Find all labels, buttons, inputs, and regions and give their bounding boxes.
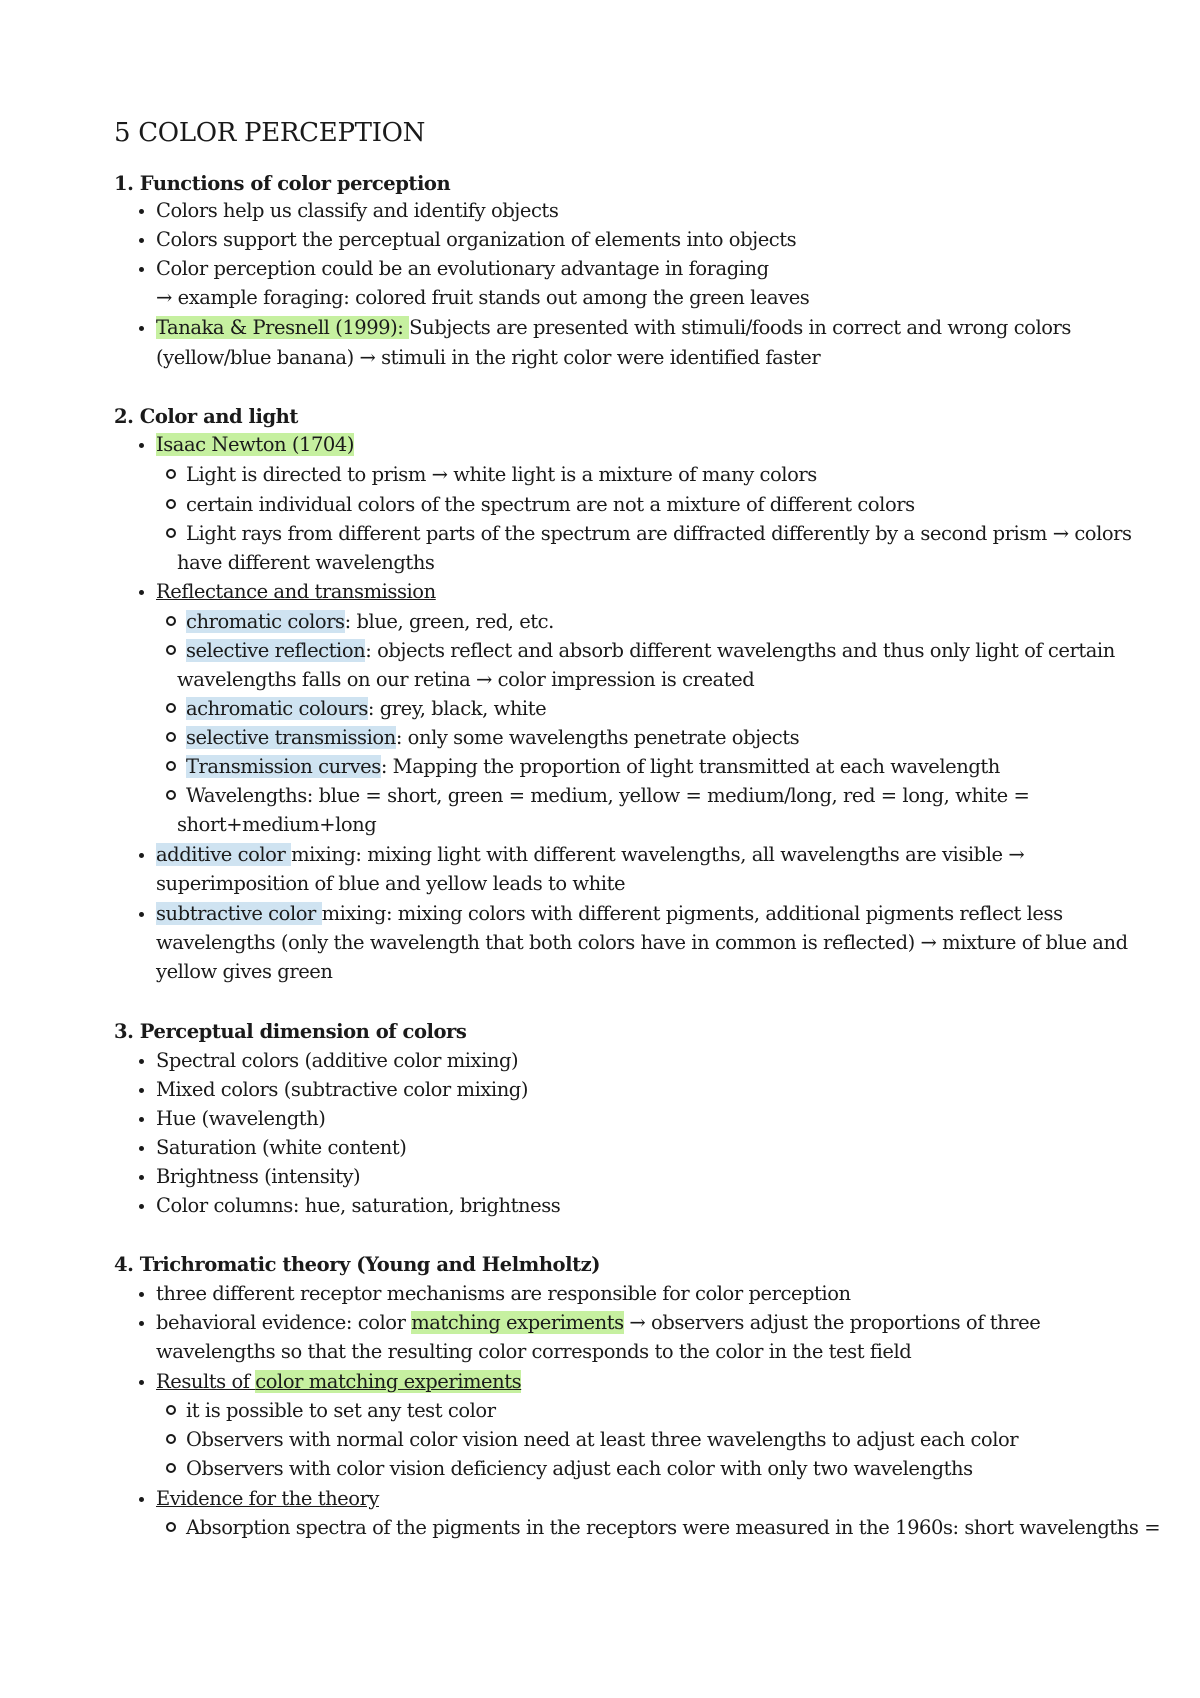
circle-bullet-icon	[166, 616, 176, 626]
list-item-text: mixing: mixing light with different wavelengths, all wavelengths are visible →	[291, 843, 1025, 866]
highlight-term: selective transmission	[186, 726, 396, 749]
bullet-icon	[139, 1292, 144, 1297]
sub-list-item: Observers with color vision deficiency adjust each color with only two wavelengths	[186, 1457, 973, 1480]
list-item-continuation: → example foraging: colored fruit stands out among the green leaves	[156, 286, 810, 309]
bullet-icon	[139, 1117, 144, 1122]
sub-list-item-continuation: have different wavelengths	[177, 551, 435, 574]
bullet-icon	[139, 1146, 144, 1151]
bullet-icon	[139, 238, 144, 243]
highlight-citation: Isaac Newton (1704)	[156, 433, 354, 456]
list-item	[156, 840, 1024, 869]
bullet-icon	[139, 590, 144, 595]
list-item: Spectral colors (additive color mixing)	[156, 1049, 519, 1072]
section-heading-4: 4. Trichromatic theory (Young and Helmholtz)	[114, 1253, 601, 1276]
sub-list-item	[186, 694, 546, 723]
list-item	[156, 313, 1071, 342]
bullet-icon	[139, 1204, 144, 1209]
highlight-citation: Tanaka & Presnell (1999):	[156, 316, 410, 339]
highlight-term: matching experiments	[411, 1311, 624, 1334]
circle-bullet-icon	[166, 469, 176, 479]
bullet-icon	[139, 853, 144, 858]
sub-list-item	[186, 607, 554, 636]
sub-list-item: Light rays from different parts of the spectrum are diffracted differently by a second prism → colors	[186, 522, 1132, 545]
list-item-subheading: Reflectance and transmission	[156, 580, 436, 603]
sub-list-item	[186, 723, 799, 752]
list-item-text: behavioral evidence: color	[156, 1311, 412, 1334]
circle-bullet-icon	[166, 528, 176, 538]
bullet-icon	[139, 912, 144, 917]
list-item-subheading: Evidence for the theory	[156, 1487, 380, 1510]
list-item: Color columns: hue, saturation, brightness	[156, 1194, 561, 1217]
list-item	[156, 1308, 1040, 1337]
sub-list-item: Observers with normal color vision need at least three wavelengths to adjust each color	[186, 1428, 1019, 1451]
list-item: Colors support the perceptual organization of elements into objects	[156, 228, 797, 251]
bullet-icon	[139, 326, 144, 331]
sub-list-item	[186, 752, 1000, 781]
highlight-term: subtractive color	[156, 902, 322, 925]
sub-list-item-continuation: short+medium+long	[177, 813, 377, 836]
bullet-icon	[139, 1380, 144, 1385]
list-item-continuation: wavelengths (only the wavelength that both colors have in common is reflected) → mixture of blue and	[156, 931, 1128, 954]
sub-list-item: Light is directed to prism → white light is a mixture of many colors	[186, 463, 817, 486]
bullet-icon	[139, 1059, 144, 1064]
circle-bullet-icon	[166, 732, 176, 742]
sub-list-item-continuation: wavelengths falls on our retina → color impression is created	[177, 668, 755, 691]
list-item-text: mixing: mixing colors with different pigments, additional pigments reflect less	[321, 902, 1063, 925]
list-item	[156, 430, 354, 459]
sub-list-item: Wavelengths: blue = short, green = medium, yellow = medium/long, red = long, white =	[186, 784, 1030, 807]
list-item: Mixed colors (subtractive color mixing)	[156, 1078, 528, 1101]
highlight-term: achromatic colours	[186, 697, 368, 720]
sub-list-item: Absorption spectra of the pigments in the receptors were measured in the 1960s: short wavelengths =	[186, 1516, 1161, 1539]
list-item-subheading	[156, 1367, 521, 1396]
highlight-term: additive color	[156, 843, 292, 866]
list-item-text: → observers adjust the proportions of three	[623, 1311, 1041, 1334]
sub-list-item: certain individual colors of the spectrum are not a mixture of different colors	[186, 493, 915, 516]
list-item-continuation: (yellow/blue banana) → stimuli in the right color were identified faster	[156, 346, 821, 369]
list-item: Brightness (intensity)	[156, 1165, 361, 1188]
page-title: 5 COLOR PERCEPTION	[114, 118, 426, 148]
highlight-term: selective reflection	[186, 639, 366, 662]
list-item-continuation: wavelengths so that the resulting color corresponds to the color in the test field	[156, 1340, 912, 1363]
section-heading-3: 3. Perceptual dimension of colors	[114, 1020, 467, 1043]
highlight-term: chromatic colors	[186, 610, 345, 633]
list-item: Saturation (white content)	[156, 1136, 407, 1159]
list-item-text: Results of	[156, 1370, 256, 1393]
circle-bullet-icon	[166, 790, 176, 800]
section-heading-1: 1. Functions of color perception	[114, 172, 451, 195]
list-item: three different receptor mechanisms are responsible for color perception	[156, 1282, 851, 1305]
sub-list-item-text: : only some wavelengths penetrate objects	[395, 726, 800, 749]
circle-bullet-icon	[166, 761, 176, 771]
circle-bullet-icon	[166, 499, 176, 509]
list-item: Color perception could be an evolutionary advantage in foraging	[156, 257, 769, 280]
highlight-term: Transmission curves	[186, 755, 381, 778]
sub-list-item-text: : Mapping the proportion of light transmitted at each wavelength	[380, 755, 1000, 778]
list-item-continuation: superimposition of blue and yellow leads to white	[156, 872, 626, 895]
sub-list-item	[186, 636, 1115, 665]
bullet-icon	[139, 1497, 144, 1502]
list-item: Colors help us classify and identify objects	[156, 199, 559, 222]
circle-bullet-icon	[166, 703, 176, 713]
bullet-icon	[139, 209, 144, 214]
list-item-continuation: yellow gives green	[156, 960, 333, 983]
list-item-text: Subjects are presented with stimuli/foods in correct and wrong colors	[409, 316, 1071, 339]
bullet-icon	[139, 267, 144, 272]
section-heading-2: 2. Color and light	[114, 405, 298, 428]
sub-list-item-text: : grey, black, white	[367, 697, 547, 720]
bullet-icon	[139, 1088, 144, 1093]
highlight-term: color matching experiments	[255, 1370, 522, 1393]
bullet-icon	[139, 1175, 144, 1180]
sub-list-item: it is possible to set any test color	[186, 1399, 496, 1422]
circle-bullet-icon	[166, 1522, 176, 1532]
list-item: Hue (wavelength)	[156, 1107, 326, 1130]
circle-bullet-icon	[166, 1434, 176, 1444]
bullet-icon	[139, 1321, 144, 1326]
circle-bullet-icon	[166, 1405, 176, 1415]
circle-bullet-icon	[166, 645, 176, 655]
bullet-icon	[139, 443, 144, 448]
sub-list-item-text: : blue, green, red, etc.	[344, 610, 554, 633]
list-item	[156, 899, 1063, 928]
sub-list-item-text: : objects reflect and absorb different wavelengths and thus only light of certain	[365, 639, 1115, 662]
circle-bullet-icon	[166, 1463, 176, 1473]
